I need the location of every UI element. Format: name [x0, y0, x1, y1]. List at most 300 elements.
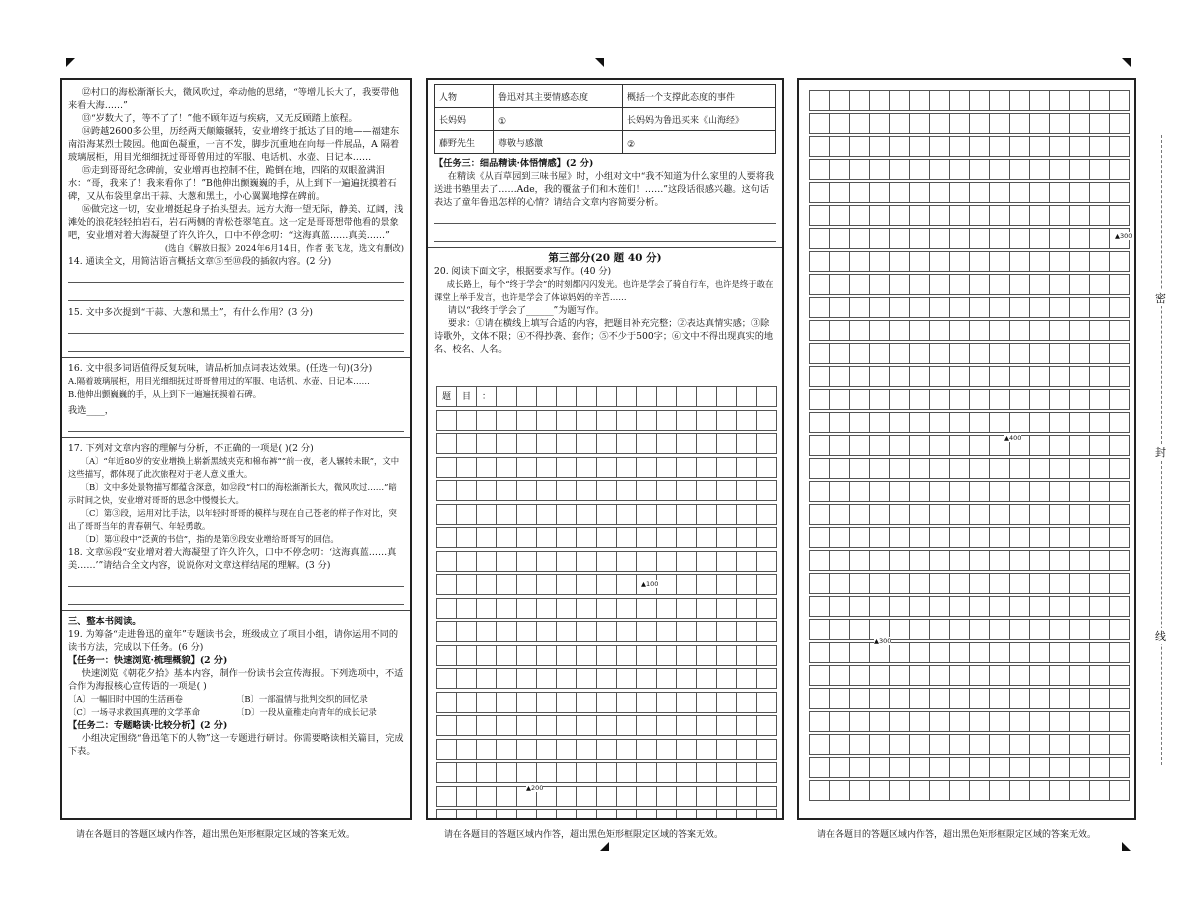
grid-cell[interactable] — [929, 274, 950, 295]
answer-line[interactable] — [68, 339, 404, 352]
grid-cell[interactable] — [829, 757, 850, 778]
grid-cell[interactable] — [596, 692, 617, 713]
grid-cell[interactable] — [656, 762, 677, 783]
grid-cell[interactable] — [989, 757, 1010, 778]
grid-cell[interactable] — [1009, 780, 1030, 801]
grid-cell[interactable] — [869, 343, 890, 364]
grid-cell[interactable] — [949, 481, 970, 502]
grid-cell[interactable] — [929, 734, 950, 755]
grid-cell[interactable] — [1109, 481, 1130, 502]
grid-cell[interactable] — [909, 780, 930, 801]
grid-cell[interactable] — [869, 665, 890, 686]
composition-grid[interactable] — [809, 90, 1133, 803]
grid-cell[interactable] — [949, 136, 970, 157]
grid-cell[interactable] — [436, 809, 457, 820]
grid-cell[interactable] — [616, 645, 637, 666]
grid-cell[interactable] — [1069, 573, 1090, 594]
grid-cell[interactable] — [1089, 573, 1110, 594]
grid-cell[interactable] — [1069, 665, 1090, 686]
grid-cell[interactable] — [849, 780, 870, 801]
grid-cell[interactable] — [969, 550, 990, 571]
grid-cell[interactable] — [1069, 527, 1090, 548]
grid-cell[interactable] — [969, 642, 990, 663]
grid-cell[interactable] — [1029, 619, 1050, 640]
grid-cell[interactable] — [1049, 711, 1070, 732]
grid-cell[interactable] — [556, 386, 577, 407]
grid-cell[interactable] — [636, 433, 657, 454]
grid-cell[interactable] — [616, 480, 637, 501]
grid-cell[interactable] — [1109, 90, 1130, 111]
grid-cell[interactable] — [596, 433, 617, 454]
grid-cell[interactable] — [869, 389, 890, 410]
grid-cell[interactable] — [809, 481, 830, 502]
grid-cell[interactable] — [1089, 205, 1110, 226]
grid-cell[interactable] — [456, 504, 477, 525]
grid-cell[interactable] — [1089, 504, 1110, 525]
grid-cell[interactable] — [909, 435, 930, 456]
grid-cell[interactable] — [1069, 366, 1090, 387]
grid-cell[interactable] — [1029, 435, 1050, 456]
grid-cell[interactable] — [1029, 136, 1050, 157]
grid-cell[interactable] — [909, 596, 930, 617]
grid-cell[interactable] — [656, 739, 677, 760]
grid-cell[interactable] — [1049, 619, 1070, 640]
grid-cell[interactable] — [576, 645, 597, 666]
grid-cell[interactable] — [636, 598, 657, 619]
grid-cell[interactable] — [716, 715, 737, 736]
grid-cell[interactable] — [476, 504, 497, 525]
grid-cell[interactable] — [456, 621, 477, 642]
grid-cell[interactable] — [636, 457, 657, 478]
grid-cell[interactable] — [436, 739, 457, 760]
grid-cell[interactable] — [1009, 320, 1030, 341]
grid-cell[interactable] — [869, 136, 890, 157]
grid-cell[interactable] — [756, 574, 777, 595]
grid-cell[interactable] — [989, 550, 1010, 571]
grid-cell[interactable] — [1049, 343, 1070, 364]
grid-cell[interactable] — [869, 182, 890, 203]
grid-cell[interactable] — [869, 320, 890, 341]
grid-cell[interactable] — [656, 457, 677, 478]
grid-cell[interactable] — [1089, 136, 1110, 157]
grid-cell[interactable] — [929, 297, 950, 318]
title-cell[interactable]: 目 — [456, 386, 477, 407]
grid-cell[interactable] — [656, 574, 677, 595]
grid-cell[interactable] — [1089, 711, 1110, 732]
grid-cell[interactable] — [516, 410, 537, 431]
grid-cell[interactable] — [829, 113, 850, 134]
grid-cell[interactable] — [969, 734, 990, 755]
grid-cell[interactable] — [556, 410, 577, 431]
grid-cell[interactable] — [929, 251, 950, 272]
grid-cell[interactable] — [969, 320, 990, 341]
grid-cell[interactable] — [636, 645, 657, 666]
grid-cell[interactable] — [1069, 642, 1090, 663]
grid-cell[interactable] — [476, 786, 497, 807]
grid-cell[interactable] — [556, 551, 577, 572]
grid-cell[interactable] — [1069, 688, 1090, 709]
grid-cell[interactable] — [849, 504, 870, 525]
answer-line[interactable] — [68, 574, 404, 587]
grid-cell[interactable] — [1029, 297, 1050, 318]
grid-cell[interactable] — [869, 228, 890, 249]
grid-cell[interactable] — [716, 504, 737, 525]
grid-cell[interactable] — [889, 159, 910, 180]
grid-cell[interactable] — [656, 809, 677, 820]
grid-cell[interactable] — [1029, 504, 1050, 525]
grid-cell[interactable] — [1069, 297, 1090, 318]
grid-cell[interactable] — [1009, 366, 1030, 387]
grid-cell[interactable] — [616, 692, 637, 713]
grid-cell[interactable] — [676, 480, 697, 501]
grid-cell[interactable] — [829, 159, 850, 180]
question-17-option-d[interactable]: 〔D〕第⑪段中“泛黄的书信”，指的是第⑨段安业增给哥哥写的回信。 — [80, 534, 339, 544]
grid-cell[interactable] — [556, 715, 577, 736]
grid-cell[interactable] — [1049, 412, 1070, 433]
grid-cell[interactable] — [889, 481, 910, 502]
grid-cell[interactable] — [496, 457, 517, 478]
grid-cell[interactable] — [1109, 389, 1130, 410]
grid-cell[interactable] — [929, 182, 950, 203]
grid-cell[interactable] — [809, 343, 830, 364]
grid-cell[interactable] — [929, 573, 950, 594]
grid-cell[interactable] — [1029, 711, 1050, 732]
grid-cell[interactable] — [949, 205, 970, 226]
grid-cell[interactable] — [1049, 734, 1070, 755]
grid-cell[interactable] — [496, 504, 517, 525]
grid-cell[interactable] — [869, 642, 890, 663]
grid-cell[interactable] — [1009, 274, 1030, 295]
grid-cell[interactable] — [909, 757, 930, 778]
grid-cell[interactable] — [809, 320, 830, 341]
grid-cell[interactable] — [696, 715, 717, 736]
grid-cell[interactable] — [476, 574, 497, 595]
grid-cell[interactable] — [456, 809, 477, 820]
grid-cell[interactable] — [576, 574, 597, 595]
grid-cell[interactable] — [1089, 665, 1110, 686]
grid-cell[interactable] — [849, 665, 870, 686]
grid-cell[interactable] — [989, 136, 1010, 157]
grid-cell[interactable] — [1069, 504, 1090, 525]
grid-cell[interactable] — [889, 274, 910, 295]
grid-cell[interactable] — [1029, 90, 1050, 111]
grid-cell[interactable] — [436, 598, 457, 619]
grid-cell[interactable] — [756, 645, 777, 666]
grid-cell[interactable] — [889, 550, 910, 571]
grid-cell[interactable] — [909, 159, 930, 180]
grid-cell[interactable] — [889, 711, 910, 732]
grid-cell[interactable] — [576, 527, 597, 548]
grid-cell[interactable] — [616, 809, 637, 820]
grid-cell[interactable] — [889, 619, 910, 640]
grid-cell[interactable] — [1109, 665, 1130, 686]
grid-cell[interactable] — [1089, 734, 1110, 755]
grid-cell[interactable] — [656, 480, 677, 501]
grid-cell[interactable] — [716, 527, 737, 548]
grid-cell[interactable] — [869, 113, 890, 134]
grid-cell[interactable] — [889, 113, 910, 134]
grid-cell[interactable] — [869, 412, 890, 433]
grid-cell[interactable] — [1089, 182, 1110, 203]
grid-cell[interactable] — [889, 527, 910, 548]
grid-cell[interactable] — [949, 596, 970, 617]
grid-cell[interactable] — [969, 274, 990, 295]
grid-cell[interactable] — [756, 809, 777, 820]
grid-cell[interactable] — [809, 435, 830, 456]
grid-cell[interactable] — [1089, 343, 1110, 364]
grid-cell[interactable] — [1109, 642, 1130, 663]
grid-cell[interactable] — [556, 762, 577, 783]
grid-cell[interactable] — [809, 711, 830, 732]
grid-cell[interactable] — [869, 90, 890, 111]
grid-cell[interactable] — [656, 433, 677, 454]
grid-cell[interactable] — [1029, 757, 1050, 778]
grid-cell[interactable] — [676, 739, 697, 760]
grid-cell[interactable] — [1109, 619, 1130, 640]
grid-cell[interactable] — [1109, 136, 1130, 157]
grid-cell[interactable] — [929, 711, 950, 732]
grid-cell[interactable] — [889, 90, 910, 111]
grid-cell[interactable] — [616, 457, 637, 478]
grid-cell[interactable] — [969, 113, 990, 134]
grid-cell[interactable] — [436, 692, 457, 713]
grid-cell[interactable] — [889, 458, 910, 479]
grid-cell[interactable] — [736, 574, 757, 595]
grid-cell[interactable] — [1049, 182, 1070, 203]
grid-cell[interactable] — [476, 433, 497, 454]
grid-cell[interactable] — [536, 668, 557, 689]
grid-cell[interactable] — [849, 711, 870, 732]
grid-cell[interactable] — [949, 504, 970, 525]
grid-cell[interactable] — [616, 786, 637, 807]
grid-cell[interactable] — [736, 762, 757, 783]
grid-cell[interactable] — [829, 734, 850, 755]
grid-cell[interactable] — [1049, 320, 1070, 341]
grid-cell[interactable] — [809, 182, 830, 203]
grid-cell[interactable] — [696, 504, 717, 525]
grid-cell[interactable] — [656, 715, 677, 736]
grid-cell[interactable] — [969, 665, 990, 686]
grid-cell[interactable] — [969, 780, 990, 801]
grid-cell[interactable] — [696, 410, 717, 431]
grid-cell[interactable] — [829, 458, 850, 479]
grid-cell[interactable] — [1049, 757, 1070, 778]
grid-cell[interactable] — [536, 598, 557, 619]
grid-cell[interactable] — [929, 366, 950, 387]
question-17-option-c[interactable]: 〔C〕第③段，运用对比手法，以年轻时哥哥的模样与现在自己苍老的样子作对比，突出了哥哥当年的青春朝气、年轻勇敢。 — [68, 508, 397, 531]
grid-cell[interactable] — [869, 458, 890, 479]
grid-cell[interactable] — [616, 386, 637, 407]
grid-cell[interactable] — [1069, 113, 1090, 134]
grid-cell[interactable] — [1029, 573, 1050, 594]
answer-line[interactable] — [434, 211, 776, 224]
grid-cell[interactable] — [436, 433, 457, 454]
grid-cell[interactable] — [1069, 136, 1090, 157]
grid-cell[interactable] — [1109, 182, 1130, 203]
grid-cell[interactable] — [1009, 619, 1030, 640]
grid-cell[interactable] — [596, 762, 617, 783]
grid-cell[interactable] — [676, 668, 697, 689]
grid-cell[interactable] — [849, 136, 870, 157]
grid-cell[interactable] — [949, 182, 970, 203]
grid-cell[interactable] — [829, 343, 850, 364]
grid-cell[interactable] — [869, 596, 890, 617]
grid-cell[interactable] — [676, 715, 697, 736]
grid-cell[interactable] — [1029, 366, 1050, 387]
grid-cell[interactable] — [616, 527, 637, 548]
grid-cell[interactable] — [989, 412, 1010, 433]
grid-cell[interactable] — [476, 809, 497, 820]
grid-cell[interactable] — [516, 598, 537, 619]
grid-cell[interactable] — [909, 366, 930, 387]
grid-cell[interactable] — [889, 136, 910, 157]
grid-cell[interactable] — [536, 386, 557, 407]
question-17-option-a[interactable]: 〔A〕“年近80岁的安业增换上崭新黑绒夹克和棉布裤”“前一夜，老人辗转未眠”，文中这些描写，都体现了此次旅程对于老人意义重大。 — [68, 456, 400, 479]
grid-cell[interactable] — [929, 343, 950, 364]
grid-cell[interactable] — [809, 90, 830, 111]
grid-cell[interactable] — [909, 412, 930, 433]
grid-cell[interactable] — [829, 205, 850, 226]
grid-cell[interactable] — [989, 527, 1010, 548]
grid-cell[interactable] — [556, 645, 577, 666]
grid-cell[interactable] — [829, 481, 850, 502]
grid-cell[interactable] — [829, 573, 850, 594]
grid-cell[interactable] — [636, 809, 657, 820]
grid-cell[interactable] — [1029, 550, 1050, 571]
grid-cell[interactable] — [1049, 228, 1070, 249]
grid-cell[interactable] — [696, 386, 717, 407]
grid-cell[interactable] — [436, 715, 457, 736]
grid-cell[interactable] — [516, 645, 537, 666]
grid-cell[interactable] — [576, 786, 597, 807]
grid-cell[interactable] — [889, 182, 910, 203]
grid-cell[interactable] — [736, 551, 757, 572]
grid-cell[interactable] — [736, 527, 757, 548]
grid-cell[interactable] — [636, 762, 657, 783]
grid-cell[interactable] — [889, 688, 910, 709]
grid-cell[interactable] — [1009, 734, 1030, 755]
grid-cell[interactable] — [436, 762, 457, 783]
grid-cell[interactable] — [496, 598, 517, 619]
grid-cell[interactable] — [596, 668, 617, 689]
grid-cell[interactable] — [889, 504, 910, 525]
grid-cell[interactable] — [1069, 481, 1090, 502]
grid-cell[interactable] — [736, 786, 757, 807]
grid-cell[interactable] — [1049, 435, 1070, 456]
grid-cell[interactable] — [909, 573, 930, 594]
grid-cell[interactable] — [909, 688, 930, 709]
grid-cell[interactable] — [829, 527, 850, 548]
grid-cell[interactable] — [869, 159, 890, 180]
grid-cell[interactable] — [1009, 205, 1030, 226]
grid-cell[interactable] — [1029, 205, 1050, 226]
grid-cell[interactable] — [909, 182, 930, 203]
grid-cell[interactable] — [1109, 458, 1130, 479]
grid-cell[interactable] — [809, 665, 830, 686]
grid-cell[interactable] — [1009, 228, 1030, 249]
grid-cell[interactable] — [809, 573, 830, 594]
grid-cell[interactable] — [829, 688, 850, 709]
grid-cell[interactable] — [1029, 665, 1050, 686]
grid-cell[interactable] — [809, 412, 830, 433]
grid-cell[interactable] — [576, 809, 597, 820]
grid-cell[interactable] — [949, 757, 970, 778]
grid-cell[interactable] — [596, 386, 617, 407]
grid-cell[interactable] — [756, 692, 777, 713]
grid-cell[interactable] — [1029, 343, 1050, 364]
grid-cell[interactable] — [676, 809, 697, 820]
grid-cell[interactable] — [969, 182, 990, 203]
grid-cell[interactable] — [929, 205, 950, 226]
grid-cell[interactable] — [829, 320, 850, 341]
grid-cell[interactable] — [849, 182, 870, 203]
grid-cell[interactable] — [696, 762, 717, 783]
grid-cell[interactable] — [756, 598, 777, 619]
grid-cell[interactable] — [929, 665, 950, 686]
grid-cell[interactable] — [1089, 619, 1110, 640]
grid-cell[interactable] — [456, 527, 477, 548]
grid-cell[interactable] — [636, 504, 657, 525]
grid-cell[interactable] — [636, 739, 657, 760]
grid-cell[interactable] — [716, 786, 737, 807]
grid-cell[interactable] — [556, 786, 577, 807]
grid-cell[interactable] — [929, 481, 950, 502]
grid-cell[interactable] — [536, 739, 557, 760]
grid-cell[interactable] — [476, 551, 497, 572]
grid-cell[interactable] — [516, 739, 537, 760]
grid-cell[interactable] — [1089, 527, 1110, 548]
grid-cell[interactable] — [1009, 251, 1030, 272]
grid-cell[interactable] — [656, 692, 677, 713]
grid-cell[interactable] — [456, 715, 477, 736]
grid-cell[interactable] — [929, 757, 950, 778]
grid-cell[interactable] — [929, 159, 950, 180]
grid-cell[interactable] — [869, 251, 890, 272]
grid-cell[interactable] — [809, 366, 830, 387]
grid-cell[interactable] — [656, 598, 677, 619]
grid-cell[interactable] — [1009, 182, 1030, 203]
grid-cell[interactable] — [969, 159, 990, 180]
grid-cell[interactable] — [929, 228, 950, 249]
grid-cell[interactable] — [516, 480, 537, 501]
grid-cell[interactable] — [496, 386, 517, 407]
grid-cell[interactable] — [869, 435, 890, 456]
grid-cell[interactable] — [909, 642, 930, 663]
grid-cell[interactable] — [949, 435, 970, 456]
grid-cell[interactable] — [476, 480, 497, 501]
grid-cell[interactable] — [476, 410, 497, 431]
grid-cell[interactable] — [736, 410, 757, 431]
grid-cell[interactable] — [596, 527, 617, 548]
grid-cell[interactable] — [909, 481, 930, 502]
grid-cell[interactable] — [516, 504, 537, 525]
grid-cell[interactable] — [969, 251, 990, 272]
grid-cell[interactable] — [989, 711, 1010, 732]
grid-cell[interactable] — [616, 739, 637, 760]
grid-cell[interactable] — [869, 757, 890, 778]
grid-cell[interactable] — [849, 320, 870, 341]
grid-cell[interactable] — [969, 389, 990, 410]
grid-cell[interactable] — [1069, 205, 1090, 226]
grid-cell[interactable] — [756, 739, 777, 760]
grid-cell[interactable] — [496, 762, 517, 783]
grid-cell[interactable] — [809, 688, 830, 709]
grid-cell[interactable] — [829, 251, 850, 272]
grid-cell[interactable] — [736, 386, 757, 407]
grid-cell[interactable] — [1049, 389, 1070, 410]
grid-cell[interactable] — [516, 668, 537, 689]
grid-cell[interactable] — [969, 297, 990, 318]
